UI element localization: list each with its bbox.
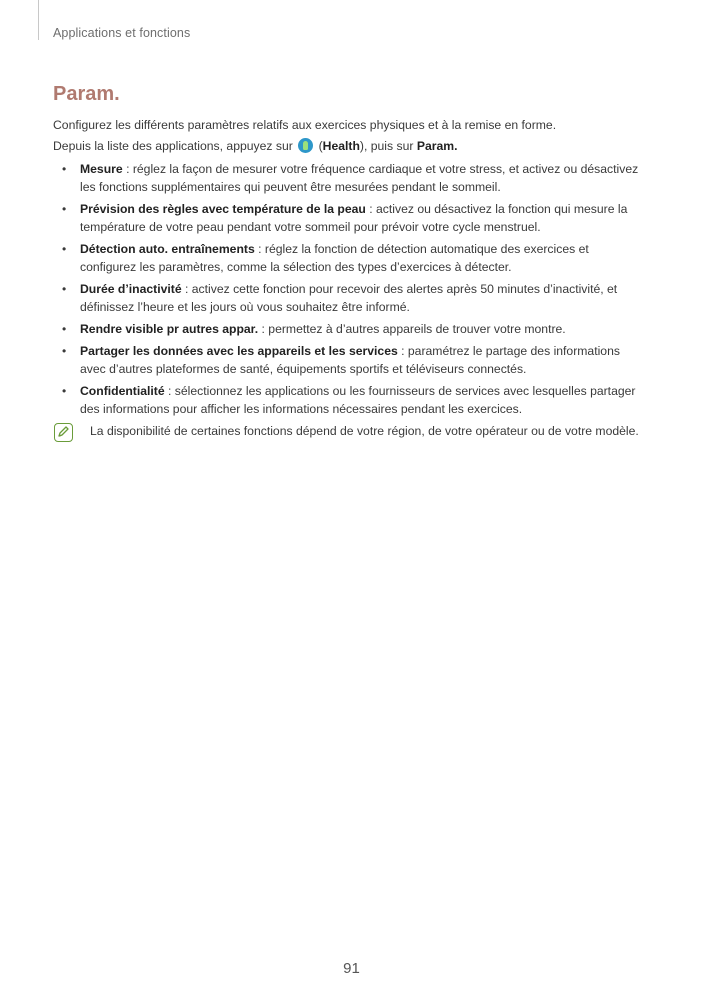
note-box: [53, 422, 648, 440]
list-item: [53, 200, 648, 236]
list-item: [53, 342, 648, 378]
section-header: Applications et fonctions: [53, 26, 191, 40]
setting-name: Détection auto. entraînements: [80, 242, 255, 256]
setting-name: Confidentialité: [80, 384, 165, 398]
instruction-middle: ), puis sur: [359, 139, 414, 153]
page-title: Param.: [53, 83, 120, 105]
intro-line: Configurez les différents paramètres relatifs aux exercices physiques et à la remise en forme.: [53, 118, 557, 132]
param-menu-name: Param.: [416, 139, 458, 153]
setting-description: : activez cette fonction pour recevoir des alertes après 50 minutes d’inactivité, et définissez l’heure et les jours où vous souhaitez être informé.: [80, 282, 618, 314]
instruction-text: Depuis la liste des applications, appuyez sur: [53, 139, 293, 153]
bullet-icon: •: [62, 344, 67, 358]
list-item: [53, 160, 648, 196]
health-app-icon: [298, 138, 313, 153]
bullet-icon: •: [62, 322, 67, 336]
setting-description: : activez ou désactivez la fonction qui mesure la température de votre peau pendant votre sommeil pour prévoir votre cycle menstruel.: [80, 202, 628, 234]
setting-name: Partager les données avec les appareils et les services: [80, 344, 398, 358]
setting-name: Prévision des règles avec température de la peau: [80, 202, 366, 216]
bullet-icon: •: [62, 384, 67, 398]
page-number: 91: [343, 960, 360, 977]
list-item: [53, 382, 648, 418]
bullet-icon: •: [62, 242, 67, 256]
bullet-icon: •: [62, 282, 67, 296]
note-text: La disponibilité de certaines fonctions dépend de votre région, de votre opérateur ou de votre modèle.: [90, 424, 639, 438]
setting-description: : paramétrez le partage des informations avec d’autres plateformes de santé, équipements sportifs et téléviseurs connectés.: [80, 344, 620, 376]
bullet-icon: •: [62, 162, 67, 176]
bullet-icon: •: [62, 202, 67, 216]
note-pencil-icon: [54, 423, 73, 442]
setting-description: : réglez la fonction de détection automatique des exercices et configurez les paramètres, comme la sélection des types d’exercices à détecter.: [80, 242, 589, 274]
list-item: [53, 240, 648, 276]
setting-name: Rendre visible pr autres appar.: [80, 322, 259, 336]
margin-rule: [38, 0, 39, 40]
list-item: [53, 280, 648, 316]
open-paren: (: [318, 139, 323, 153]
setting-name: Mesure: [80, 162, 123, 176]
list-item: [53, 320, 648, 338]
setting-description: : permettez à d’autres appareils de trouver votre montre.: [258, 322, 566, 336]
setting-name: Durée d’inactivité: [80, 282, 182, 296]
page-content: [53, 116, 648, 440]
health-app-name: Health: [322, 139, 360, 153]
setting-description: : réglez la façon de mesurer votre fréquence cardiaque et votre stress, et activez ou désactivez les fonctions supplémentaires qui peuvent être mesurées pendant le sommeil.: [80, 162, 639, 194]
intro-instruction: [53, 137, 648, 155]
setting-description: : sélectionnez les applications ou les fournisseurs de services avec lesquelles partager des informations pour afficher les informations nécessaires pendant les exercices.: [80, 384, 636, 416]
settings-list: [53, 160, 648, 418]
